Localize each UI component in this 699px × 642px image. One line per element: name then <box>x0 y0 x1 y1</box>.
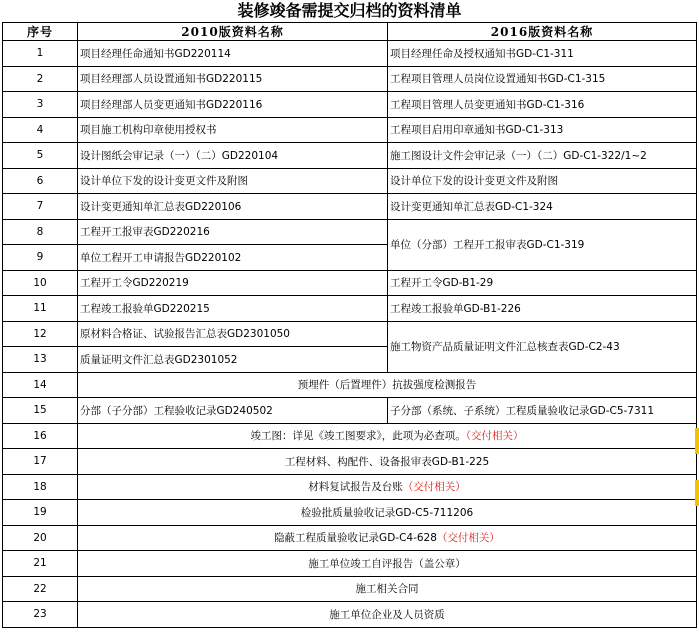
doc-2016: 工程项目管理人员岗位设置通知书GD-C1-315 <box>388 66 697 92</box>
doc-text: 竣工图：详见《竣工图要求》，此项为必查项。 <box>250 430 466 443</box>
row-number: 3 <box>3 92 78 118</box>
doc-2010: 工程开工令GD220219 <box>78 270 388 296</box>
table-row <box>3 92 697 118</box>
doc-2016: 工程开工令GD-B1-29 <box>388 270 697 296</box>
doc-2016: 子分部（系统、子系统）工程质量验收记录GD-C5-7311 <box>388 398 697 424</box>
doc-2016: 设计变更通知单汇总表GD-C1-324 <box>388 194 697 220</box>
table-row <box>3 423 697 449</box>
row-number: 1 <box>3 41 78 67</box>
row-number: 8 <box>3 219 78 245</box>
doc-merged: 施工单位企业及人员资质 <box>78 602 697 628</box>
row-number: 16 <box>3 423 78 449</box>
doc-2010: 设计变更通知单汇总表GD220106 <box>78 194 388 220</box>
highlight-edge-marker <box>695 480 699 506</box>
doc-2016: 工程竣工报验单GD-B1-226 <box>388 296 697 322</box>
row-number: 12 <box>3 321 78 347</box>
table-row <box>3 602 697 628</box>
doc-2010: 设计图纸会审记录（一）（二）GD220104 <box>78 143 388 169</box>
table-row <box>3 372 697 398</box>
delivery-note: （交付相关） <box>402 481 466 494</box>
doc-merged <box>78 474 697 500</box>
row-number: 17 <box>3 449 78 475</box>
row-number: 5 <box>3 143 78 169</box>
header-2010: 2010版资料名称 <box>78 23 388 41</box>
doc-2010: 原材料合格证、试验报告汇总表GD2301050 <box>78 321 388 347</box>
doc-merged <box>78 525 697 551</box>
doc-merged: 施工相关合同 <box>78 576 697 602</box>
header-index: 序号 <box>3 23 78 41</box>
doc-2010: 工程竣工报验单GD220215 <box>78 296 388 322</box>
row-number: 4 <box>3 117 78 143</box>
table-row <box>3 66 697 92</box>
row-number: 19 <box>3 500 78 526</box>
row-number: 9 <box>3 245 78 271</box>
table-row <box>3 143 697 169</box>
row-number: 20 <box>3 525 78 551</box>
row-number: 10 <box>3 270 78 296</box>
table-row <box>3 576 697 602</box>
highlight-edge-marker <box>695 428 699 454</box>
archive-checklist-table <box>2 22 697 628</box>
doc-2016: 工程项目启用印章通知书GD-C1-313 <box>388 117 697 143</box>
sheet-title: 装修竣备需提交归档的资料清单 <box>237 1 462 20</box>
table-row <box>3 194 697 220</box>
row-number: 18 <box>3 474 78 500</box>
row-number: 13 <box>3 347 78 373</box>
header-row <box>3 23 697 41</box>
table-row <box>3 270 697 296</box>
row-number: 23 <box>3 602 78 628</box>
delivery-note: （交付相关） <box>465 430 524 443</box>
doc-merged: 工程材料、构配件、设备报审表GD-B1-225 <box>78 449 697 475</box>
doc-2016: 设计单位下发的设计变更文件及附图 <box>388 168 697 194</box>
table-row <box>3 398 697 424</box>
doc-2016: 施工图设计文件会审记录（一）（二）GD-C1-322/1~2 <box>388 143 697 169</box>
delivery-note: （交付相关） <box>436 532 500 545</box>
doc-2016-merged: 单位（分部）工程开工报审表GD-C1-319 <box>388 219 697 270</box>
table-row <box>3 474 697 500</box>
doc-merged: 施工单位竣工自评报告（盖公章） <box>78 551 697 577</box>
doc-2010: 项目施工机构印章使用授权书 <box>78 117 388 143</box>
doc-2016: 项目经理任命及授权通知书GD-C1-311 <box>388 41 697 67</box>
table-row <box>3 168 697 194</box>
doc-merged <box>78 423 697 449</box>
doc-2016-merged: 施工物资产品质量证明文件汇总核查表GD-C2-43 <box>388 321 697 372</box>
doc-2010: 质量证明文件汇总表GD2301052 <box>78 347 388 373</box>
doc-2010: 项目经理部人员变更通知书GD220116 <box>78 92 388 118</box>
row-number: 15 <box>3 398 78 424</box>
row-number: 22 <box>3 576 78 602</box>
doc-text: 隐蔽工程质量验收记录GD-C4-628 <box>274 532 437 545</box>
table-row <box>3 321 697 347</box>
doc-2010: 工程开工报审表GD220216 <box>78 219 388 245</box>
table-row <box>3 41 697 67</box>
table-row <box>3 296 697 322</box>
row-number: 11 <box>3 296 78 322</box>
row-number: 6 <box>3 168 78 194</box>
table-row <box>3 525 697 551</box>
doc-2010: 项目经理部人员设置通知书GD220115 <box>78 66 388 92</box>
table-row <box>3 117 697 143</box>
table-row <box>3 500 697 526</box>
doc-text: 材料复试报告及台账 <box>308 481 403 494</box>
row-number: 21 <box>3 551 78 577</box>
row-number: 2 <box>3 66 78 92</box>
doc-2010: 项目经理任命通知书GD220114 <box>78 41 388 67</box>
doc-merged: 检验批质量验收记录GD-C5-711206 <box>78 500 697 526</box>
doc-2010: 单位工程开工申请报告GD220102 <box>78 245 388 271</box>
table-row <box>3 551 697 577</box>
table-row <box>3 449 697 475</box>
doc-merged: 预埋件（后置埋件）抗拔强度检测报告 <box>78 372 697 398</box>
row-number: 14 <box>3 372 78 398</box>
doc-2010: 分部（子分部）工程验收记录GD240502 <box>78 398 388 424</box>
header-2016: 2016版资料名称 <box>388 23 697 41</box>
doc-2010: 设计单位下发的设计变更文件及附图 <box>78 168 388 194</box>
doc-2016: 工程项目管理人员变更通知书GD-C1-316 <box>388 92 697 118</box>
row-number: 7 <box>3 194 78 220</box>
table-row <box>3 219 697 245</box>
